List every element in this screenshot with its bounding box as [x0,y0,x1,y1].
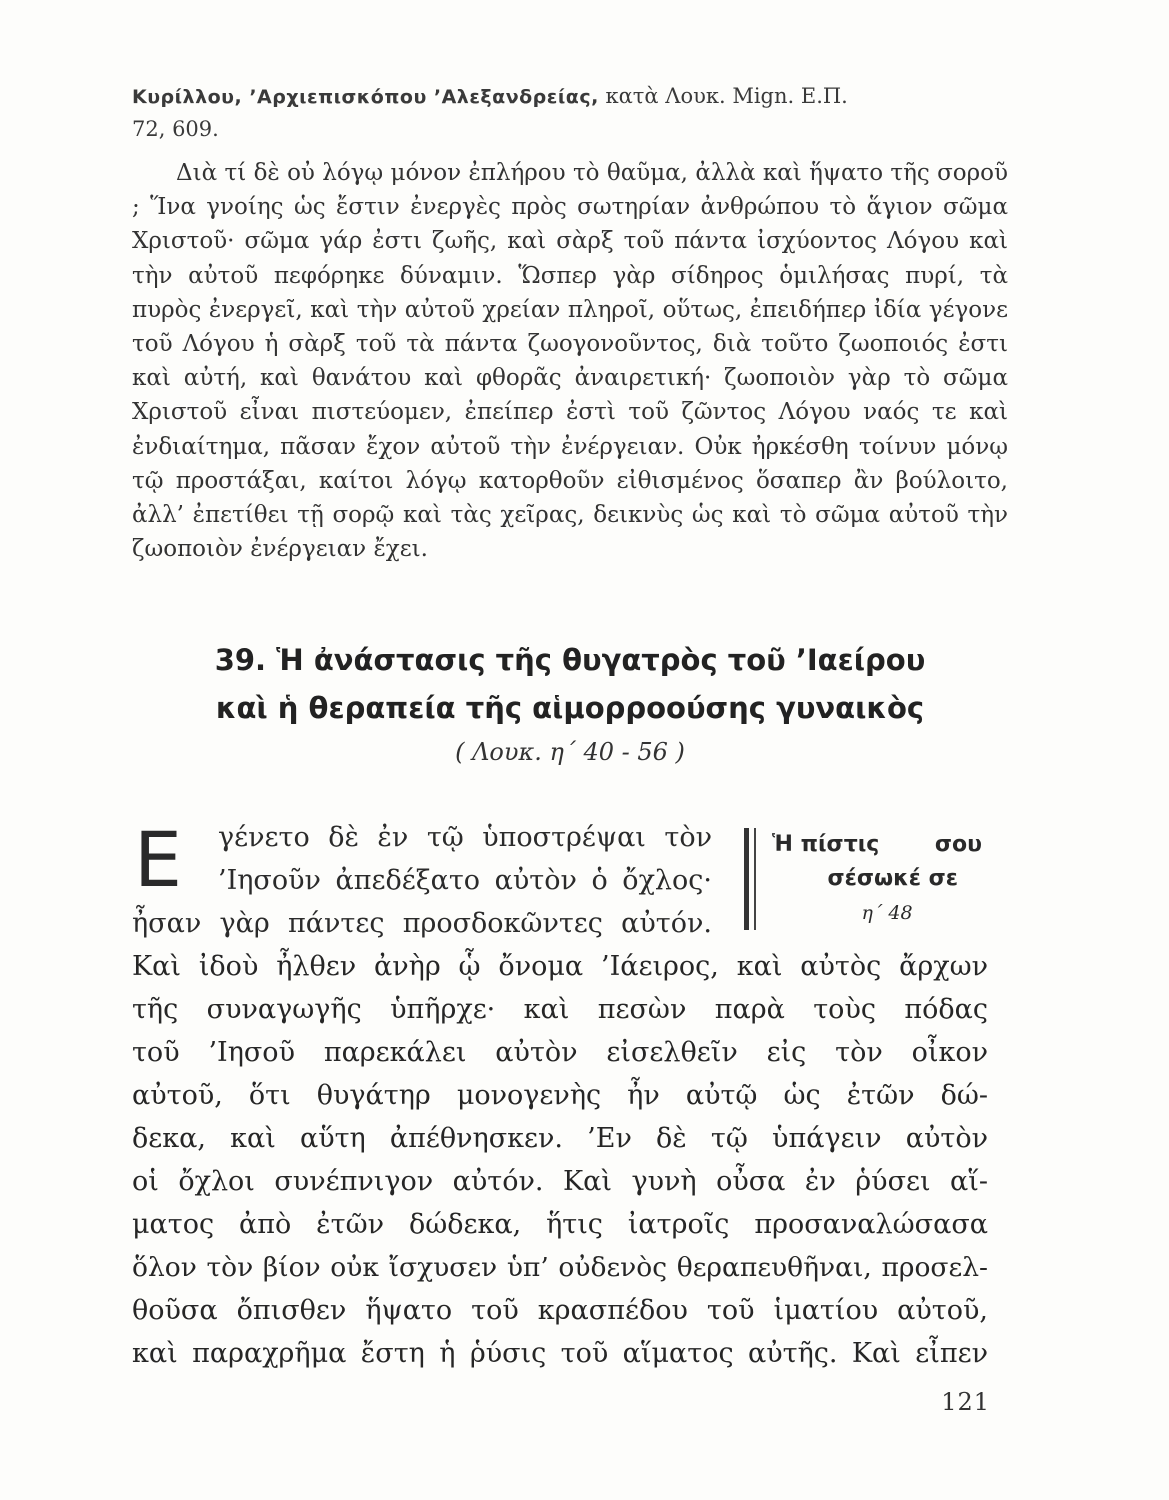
margin-rule-thick [744,828,749,930]
commentary-paragraph: Διὰ τί δὲ οὐ λόγῳ μόνον ἐπλήρου τὸ θαῦμα, ἀλλὰ καὶ ἥψατο τῆς σοροῦ ; Ἵνα γνοίης ὡς ἔστιν ἐνεργὲς πρὸς σωτηρίαν ἀνθρώπου τὸ ἅγιον σῶμα Χριστοῦ· σῶμα γάρ ἐστι ζωῆς, καὶ σὰρξ τοῦ πάντα ἰσχύοντος Λόγου καὶ τὴν αὐτοῦ πεφόρηκε δύναμιν. Ὥσπερ γὰρ σίδηρος ὁμιλήσας πυρί, τὰ πυρὸς ἐνεργεῖ, καὶ τὴν αὐτοῦ χρείαν πληροῖ, οὕτως, ἐπειδήπερ ἰδία γέγονε τοῦ Λόγου ἡ σὰρξ τοῦ τὰ πάντα ζωογονοῦντος, διὰ τοῦτο ζωοποιός ἐστι καὶ αὐτή, καὶ θανάτου καὶ φθορᾶς ἀναιρετική· ζωοποιὸν γὰρ τὸ σῶμα Χριστοῦ εἶναι πιστεύομεν, ἐπείπερ ἐστὶ τοῦ ζῶντος Λόγου ναός τε καὶ ἐνδιαίτημα, πᾶσαν ἔχον αὐτοῦ τὴν ἐνέργειαν. Οὐκ ἠρκέσθη τοίνυν μόνῳ τῷ προστάξαι, καίτοι λόγῳ κατορθοῦν εἰθισμένος ὅσαπερ ἂν βούλοιτο, ἀλλ’ ἐπετίθει τῇ σορῷ καὶ τὰς χεῖρας, δεικνὺς ὡς καὶ τὸ σῶμα αὐτοῦ τὴν ζωοποιὸν ἐνέργειαν ἔχει. [132,160,1008,563]
gospel-line: καὶ παραχρῆμα ἔστη ἡ ῥύσις τοῦ αἵματος αὐτῆς. Καὶ εἶπεν [132,1338,988,1369]
margin-note-text-2: σου [934,832,982,857]
source-citation [132,80,1012,145]
commentary-block [132,156,1008,566]
heading-line-2: καὶ ἡ θεραπεία τῆς αἱμορροούσης γυναικὸς [215,691,925,725]
gospel-line: τοῦ ’Ιησοῦ παρεκάλει αὐτὸν εἰσελθεῖν εἰς τὸν οἶκον [132,1037,988,1068]
section-heading [150,636,990,732]
opening-line-3: ἦσαν γὰρ πάντες προσδοκῶντες αὐτόν. [132,908,712,939]
source-citation-text: κατὰ Λουκ. Mign. Ε.Π. [605,84,848,108]
gospel-line: ματος ἀπὸ ἐτῶν δώδεκα, ἥτις ἰατροῖς προσαναλώσασα [132,1209,988,1240]
gospel-line: τῆς συναγωγῆς ὑπῆρχε· καὶ πεσὼν παρὰ τοὺς πόδας [132,994,988,1025]
page-number: 121 [941,1388,990,1416]
gospel-line: οἱ ὄχλοι συνέπνιγον αὐτόν. Καὶ γυνὴ οὖσα ἐν ῥύσει αἵ- [132,1166,988,1197]
gospel-line: θοῦσα ὄπισθεν ἥψατο τοῦ κρασπέδου τοῦ ἱματίου αὐτοῦ, [132,1295,988,1326]
margin-note [772,828,982,930]
drop-cap: Ε [134,815,183,904]
heading-line-1: 39. Ἡ ἀνάστασις τῆς θυγατρὸς τοῦ ’Ιαείρου [214,643,926,677]
gospel-line: Καὶ ἰδοὺ ἦλθεν ἀνὴρ ᾧ ὄνομα ’Ιάειρος, καὶ αὐτὸς ἄρχων [132,951,988,982]
gospel-text [132,945,988,1375]
margin-note-text-3: σέσωκέ σε [827,866,958,891]
gospel-line: δεκα, καὶ αὕτη ἀπέθνησκεν. ’Εν δὲ τῷ ὑπάγειν αὐτὸν [132,1123,988,1154]
gospel-line: αὐτοῦ, ὅτι θυγάτηρ μονογενὴς ἦν αὐτῷ ὡς ἐτῶν δώ- [132,1080,988,1111]
opening-line-2: ’Ιησοῦν ἀπεδέξατο αὐτὸν ὁ ὄχλος· [218,865,712,896]
margin-note-reference: η΄ 48 [861,902,913,924]
margin-note-text-1: Ἡ πίστις [772,832,880,857]
gospel-line: ὅλον τὸν βίον οὐκ ἴσχυσεν ὑπ’ οὐδενὸς θεραπευθῆναι, προσελ- [132,1252,988,1283]
source-author: Κυρίλλου, ’Αρχιεπισκόπου ’Αλεξανδρείας, [132,86,599,108]
opening-text [218,816,712,902]
scripture-reference: ( Λουκ. η΄ 40 - 56 ) [455,738,685,766]
source-citation-volume: 72, 609. [132,117,219,141]
opening-line-1: γένετο δὲ ἐν τῷ ὑποστρέψαι τὸν [218,822,712,853]
margin-rule-thin [754,828,756,930]
